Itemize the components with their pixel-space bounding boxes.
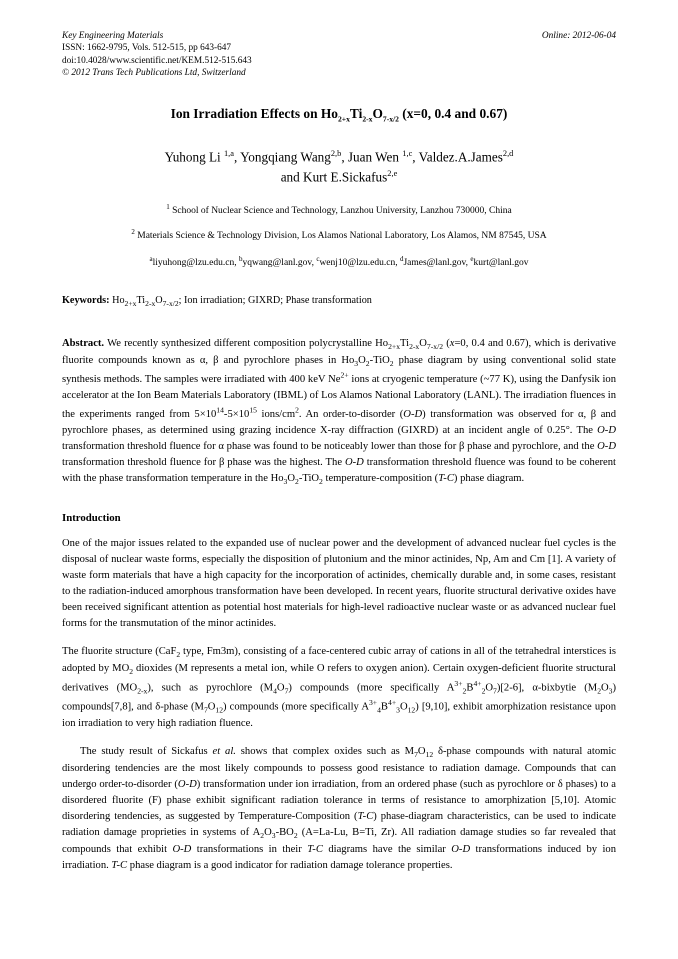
page-header xyxy=(62,30,616,79)
email-mark: a xyxy=(149,255,153,264)
author-mark: 2,e xyxy=(387,169,398,179)
email-address: kurt@lanl.gov xyxy=(473,258,529,269)
keywords-formula-mid-2: O xyxy=(155,295,163,307)
keywords-rest: ; Ion irradiation; GIXRD; Phase transformation xyxy=(178,295,372,307)
title-sub-1: 2+x xyxy=(338,114,350,124)
email-mark: c xyxy=(316,255,320,264)
intro-paragraph-1: One of the major issues related to the expanded use of nuclear power and the development of advanced nuclear fuel cycles is the disposal of nuclear waste forms, especially the disposition of plutonium and the minor actinides, Np, Am and Cm [1]. A variety of waste form materials that have a high capacity for the incorporation of actinides, chemically durable and, in some cases, resistant to the radiation-induced amorphous transformation have been developed. In recent years, fluorite structural derivative oxides have been received significant attention as potential host materials for high-level radioactive nuclear waste or as advanced nuclear fuel forms for the transmutation of the minor actinides. xyxy=(62,537,616,630)
author-list xyxy=(62,147,616,189)
email-address: wenj10@lzu.edu.cn, xyxy=(319,258,400,269)
author-mark: 1,a xyxy=(223,148,234,158)
intro-paragraph-3: The study result of Sickafus et al. shows that complex oxides such as $M_7O_{12}$ δ-phase compounds with natural atomic disordering tendencies are the most likely compounds to possess good resistance to radiation damage. Compounds that can undergo order-to-disorder (O-D) transformation under ion irradiation, from an ordered phase (such as pyrochlore or δ phases) to a disordered fluorite (F) phase exhibit significant radiation tolerance in terms of resistance to amorphization [5,10]. Atomic disordering tendencies, as suggested by Temperature-Composition (T-C) phase-diagram characteristics, can be used to indicate radiation damage proprieties in systems of $A_2O_3-BO_2$ (A=La-Lu, B=Ti, Zr). All radiation damage studies so far revealed that compounds that exhibit O-D transformations in their T-C diagrams have the similar O-D transformations induced by ion irradiation. T-C phase diagram is a good indicator for radiation damage tolerance properties. xyxy=(62,746,617,871)
affiliation-mark: 2 xyxy=(131,228,135,237)
title-mid-2: O xyxy=(372,106,383,122)
title-mid-1: Ti xyxy=(349,106,363,122)
email-mark: d xyxy=(399,255,404,264)
author-line-1 xyxy=(62,147,616,168)
author-mark: 2,d xyxy=(502,148,514,158)
online-date: Online: 2012-06-04 xyxy=(541,31,616,41)
copyright-line: © 2012 Trans Tech Publications Ltd, Switzerland xyxy=(62,67,246,78)
email-mark: b xyxy=(238,255,243,264)
author-mark: 2,b xyxy=(330,148,342,158)
title-sub-3: 7-x/2 xyxy=(382,114,399,124)
keywords-formula-sub-2: 2-x xyxy=(145,299,156,309)
email-list xyxy=(62,255,616,268)
abstract-label: Abstract. xyxy=(62,337,105,349)
journal-name: Key Engineering Materials xyxy=(62,31,164,41)
author-name: Yuhong Li xyxy=(164,148,224,164)
author-mark: 1,c xyxy=(402,148,413,158)
issn-line: ISSN: 1662-9795, Vols. 512-515, pp 643-647 xyxy=(62,43,232,54)
title-tail: (x=0, 0.4 and 0.67) xyxy=(398,106,508,122)
affiliation-1 xyxy=(62,202,616,219)
doi-line: doi:10.4028/www.scientific.net/KEM.512-515.643 xyxy=(62,55,252,66)
author-name: and Kurt E.Sickafus xyxy=(280,169,388,185)
page-title xyxy=(62,105,616,125)
abstract-block xyxy=(62,336,616,488)
affiliation-text: School of Nuclear Science and Technology, Lanzhou University, Lanzhou 730000, China xyxy=(169,206,512,217)
intro-paragraph-2: The fluorite structure (CaF$_2$ type, Fm3m), consisting of a face-centered cubic array of cations in all of the tetrahedral interstices is adopted by $MO_2$ dioxides (M represents a metal ion, while O refers to oxygen anion). Certain oxygen-deficient fluorite structural derivatives $(MO_{2-x})$, such as pyrochlore $(M_4O_7)$ compounds (more specifically $A^{3+}_2B^{4+}_2O_7)[2-6]$, α-bixbytie $(M_2O_3)$ compounds[7,8], and δ-phase $(M_7O_{12})$ compounds (more specifically $A^{3+}_4B^{4+}_3O_{12}$) [9,10], exhibit amorphization resistance upon ion irradiation to very high radiation fluence. xyxy=(62,646,617,729)
keywords-formula-mid-1: Ti xyxy=(136,295,146,307)
header-left-block xyxy=(62,30,252,79)
keywords-formula-lead: Ho xyxy=(112,295,125,307)
email-mark: e xyxy=(470,255,474,264)
affiliation-2 xyxy=(62,227,616,244)
email-address: liyuhong@lzu.edu.cn, xyxy=(152,258,239,269)
section-heading-introduction: Introduction xyxy=(62,511,121,524)
abstract-text: We recently synthesized different composition polycrystalline $Ho_{2+x}Ti_{2-x}O_{7-x/2}$ (x=0, 0.4 and 0.67), which is derivative fluorite compounds known as α, β and pyrochlore phases in $Ho_3O_2-TiO_2$ phase diagram by using conventional solid state synthesis methods. The samples were irradiated with 400 keV $Ne^{2+}$ ions at cryogenic temperature (~77 K), using the Danfysik ion accelerator at the Ion Beam Materials Laboratory (IBML) of Los Alamos National Laboratory (LANL). The irradiation fluences in the experiments ranged from $5\times 10^{14}-5\times 10^{15}$ ions/$cm^2$. An order-to-disorder (O-D) transformation was observed for α, β and pyrochlore phases, as determined using grazing incidence X-ray diffraction (GIXRD) at an incident angle of 0.25°. The O-D transformation threshold fluence for α phase was found to be noticeably lower than those for β phase and pyrochlore, and the O-D transformation threshold fluence for β phase was the highest. The O-D transformation threshold fluence was found to be coherent with the phase transformation temperature in the $Ho_3O_2-TiO_2$ temperature-composition (T-C) phase diagram. xyxy=(62,337,617,487)
keywords-line xyxy=(62,294,616,310)
author-line-2 xyxy=(62,167,616,188)
keywords-label: Keywords: xyxy=(62,295,110,307)
author-name: , Yongqiang Wang xyxy=(233,148,331,164)
affiliation-mark: 1 xyxy=(166,203,170,212)
affiliation-text: Materials Science & Technology Division, Los Alamos National Laboratory, Los Alamos, NM 87545, USA xyxy=(134,231,547,242)
keywords-formula-sub-1: 2+x xyxy=(124,299,137,309)
email-address: James@lanl.gov, xyxy=(403,258,471,269)
keywords-formula-sub-3: 7-x/2 xyxy=(162,299,179,309)
title-sub-2: 2-x xyxy=(362,114,373,124)
author-name: , Juan Wen xyxy=(341,148,403,164)
email-address: yqwang@lanl.gov, xyxy=(242,258,317,269)
title-lead: Ion Irradiation Effects on Ho xyxy=(170,106,338,122)
author-name: , Valdez.A.James xyxy=(412,148,503,164)
